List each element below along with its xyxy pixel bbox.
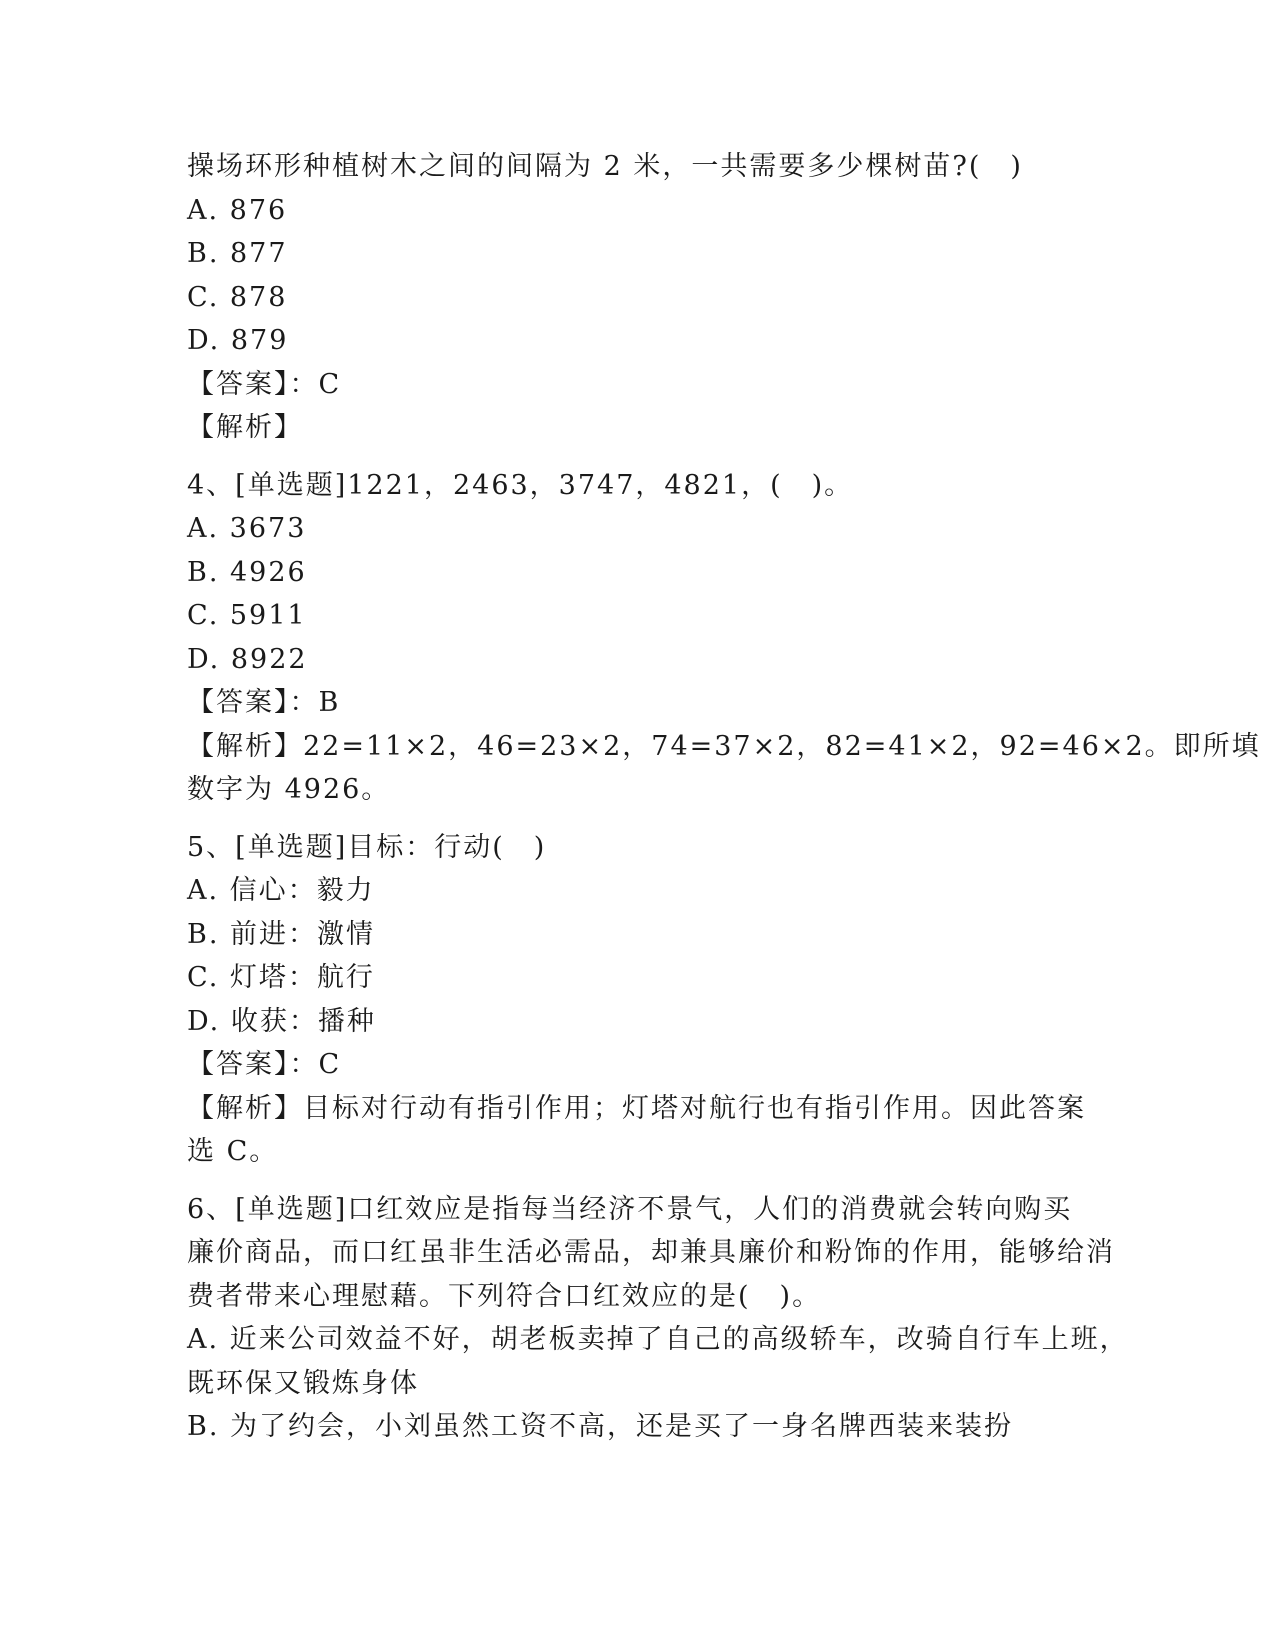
option-b: B. 877 bbox=[187, 238, 288, 269]
question-3 bbox=[187, 145, 1087, 450]
question-stem: 4、[单选题]1221，2463，3747，4821，( )。 bbox=[187, 469, 854, 501]
option-d: D. 879 bbox=[187, 325, 289, 356]
question-stem: 5、[单选题]目标：行动( ) bbox=[187, 831, 547, 863]
option-c: C. 灯塔：航行 bbox=[187, 962, 375, 993]
analysis-continued: 选 C。 bbox=[187, 1136, 279, 1167]
answer: 【答案】：C bbox=[187, 368, 342, 400]
analysis-continued: 数字为 4926。 bbox=[187, 774, 391, 805]
question-6 bbox=[187, 1188, 1129, 1449]
question-stem: 6、[单选题]口红效应是指每当经济不景气，人们的消费就会转向购买 bbox=[187, 1193, 1073, 1225]
analysis: 【解析】22=11×2，46=23×2，74=37×2，82=41×2，92=46×2。即所填 bbox=[187, 730, 1261, 762]
option-a: A. 信心：毅力 bbox=[187, 875, 375, 906]
document-page bbox=[187, 145, 1261, 1449]
option-d: D. 8922 bbox=[187, 643, 308, 675]
option-d: D. 收获：播种 bbox=[187, 1005, 376, 1037]
question-stem-continued: 廉价商品，而口红虽非生活必需品，却兼具廉价和粉饰的作用，能够给消 bbox=[187, 1237, 1115, 1268]
option-a: A. 876 bbox=[187, 194, 288, 226]
option-a-continued: 既环保又锻炼身体 bbox=[187, 1367, 419, 1399]
question-4 bbox=[187, 464, 1261, 812]
option-a: A. 近来公司效益不好，胡老板卖掉了自己的高级轿车，改骑自行车上班， bbox=[187, 1324, 1129, 1355]
answer: 【答案】：C bbox=[187, 1049, 342, 1080]
option-b: B. 前进：激情 bbox=[187, 918, 376, 950]
option-a: A. 3673 bbox=[187, 513, 307, 544]
option-c: C. 5911 bbox=[187, 600, 307, 631]
option-b: B. 为了约会，小刘虽然工资不高，还是买了一身名牌西装来装扮 bbox=[187, 1411, 1014, 1442]
analysis: 【解析】目标对行动有指引作用；灯塔对航行也有指引作用。因此答案 bbox=[187, 1092, 1086, 1124]
question-stem: 操场环形种植树木之间的间隔为 2 米，一共需要多少棵树苗?( ) bbox=[187, 151, 1023, 182]
analysis: 【解析】 bbox=[187, 412, 303, 443]
question-5 bbox=[187, 826, 1087, 1174]
option-c: C. 878 bbox=[187, 281, 288, 313]
option-b: B. 4926 bbox=[187, 556, 307, 588]
question-stem-continued: 费者带来心理慰藉。下列符合口红效应的是( )。 bbox=[187, 1280, 822, 1312]
answer: 【答案】：B bbox=[187, 687, 341, 718]
